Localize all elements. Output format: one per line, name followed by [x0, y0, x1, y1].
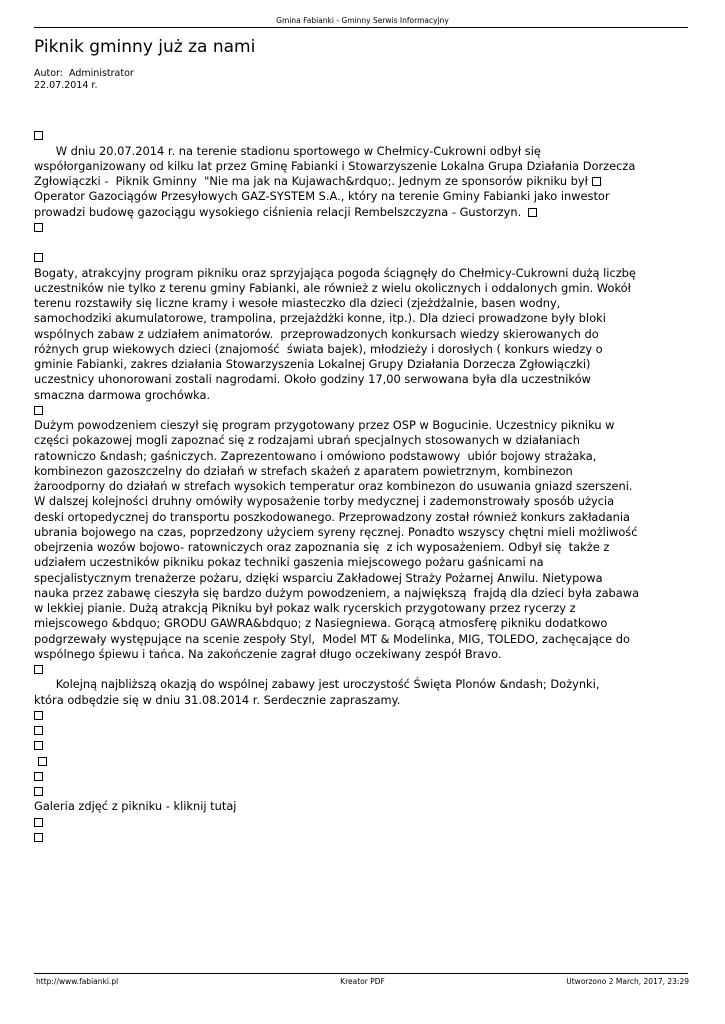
article-line [34, 250, 690, 265]
line-text: uczestników nie tylko z terenu gminy Fabianki, ale również z wielu okolicznych i oddalonych gmin. Wokół [34, 280, 631, 295]
article-line [34, 601, 690, 616]
line-text: obejrzenia wozów bojowo- ratowniczych oraz zapoznania się z ich wyposażeniem. Odbył się także z [34, 540, 610, 554]
line-text: Bogaty, atrakcyjny program pikniku oraz sprzyjająca pogoda ściągnęły do Chełmicy-Cukrowni dużą liczbę [34, 265, 636, 280]
article-line [34, 144, 690, 159]
line-text: smaczna darmowa grochówka. [34, 387, 211, 402]
article-line [34, 220, 690, 235]
article-line [34, 357, 690, 372]
article-line [34, 494, 690, 509]
article-line [34, 479, 690, 494]
line-text: Operator Gazociągów Przesyłowych GAZ-SYSTEM S.A., który na terenie Gminy Fabianki jako inwestor [34, 189, 610, 204]
line-text: gminie Fabianki, zakres działania Stowarzyszenia Lokalnej Grupy Działania Dorzecza Zgłowiączki) [34, 357, 591, 371]
article-line [34, 235, 690, 250]
article-line [34, 693, 690, 708]
article-line [34, 830, 690, 845]
article-line [34, 281, 690, 296]
article-line [34, 388, 690, 403]
article-meta [34, 68, 134, 92]
article-line [34, 647, 690, 662]
missing-glyph-icon [34, 772, 43, 781]
missing-glyph-icon [34, 711, 43, 720]
line-text: W dniu 20.07.2014 r. na terenie stadionu sportowego w Chełmicy-Cukrowni odbył się [34, 143, 541, 158]
line-text: nauka przez zabawę cieszyła się bardzo dużym powodzeniem, a największą frajdą dla dzieci była zabawa [34, 585, 640, 600]
line-text: specjalistycznym trenażerze pożaru, dzięki wsparciu Zakładowej Straży Pożarnej Anwilu. Nietypowa [34, 570, 603, 585]
line-text: wspólnego śpiewu i tańca. Na zakończenie zagrał długo oczekiwany zespół Bravo. [34, 646, 502, 661]
article-line [34, 189, 690, 204]
missing-glyph-icon [592, 177, 601, 186]
article-line [34, 449, 690, 464]
line-text: terenu rozstawiły się liczne kramy i wesołe miasteczko dla dzieci (zjeżdżalnie, basen wodny, [34, 296, 561, 310]
line-text: części pokazowej mogli zapoznać się z rodzajami ubrań specjalnych stosowanych w działaniach [34, 433, 581, 448]
article-line [34, 113, 690, 128]
missing-glyph-icon [34, 406, 43, 415]
article-line [34, 662, 690, 677]
line-text: różnych grup wiekowych dzieci (znajomość świata bajek), młodzieży i dorosłych ( konkurs wiedzy o [34, 341, 603, 356]
article-line [34, 174, 690, 189]
gallery-link[interactable]: Galeria zdjęć z pikniku - kliknij tutaj [34, 799, 237, 814]
line-text: Dużym powodzeniem cieszył się program przygotowany przez OSP w Bogucinie. Uczestnicy pikniku w [34, 418, 615, 432]
article-line [34, 723, 690, 738]
article-line [34, 205, 690, 220]
article-line [34, 738, 690, 753]
line-text: w lekkiej pianie. Dużą atrakcją Pikniku był pokaz walk rycerskich przygotowany przez rycerzy z [34, 601, 576, 615]
header-divider [34, 27, 688, 28]
article-line [34, 555, 690, 570]
article-line [34, 754, 690, 769]
line-text: podgrzewały występujące na scenie zespoły Styl, Model MT & Modelinka, MIG, TOLEDO, zachęcające do [34, 631, 630, 646]
article-line [34, 403, 690, 418]
article-line [34, 266, 690, 281]
footer-url[interactable]: http://www.fabianki.pl [36, 977, 119, 986]
line-text: wspólnych zabaw z udziałem animatorów. przeprowadzonych konkursach wiedzy skierowanych do [34, 326, 599, 341]
line-text: W dalszej kolejności druhny omówiły wyposażenie torby medycznej i zademonstrowały sposób użycia [34, 494, 615, 509]
missing-glyph-icon [38, 757, 47, 766]
article-line [34, 464, 690, 479]
article-line [34, 784, 690, 799]
line-text: uczestnicy uhonorowani zostali nagrodami. Około godziny 17,00 serwowana była dla uczestników [34, 372, 591, 387]
page-title: Piknik gminny już za nami [34, 37, 256, 57]
article-line [34, 540, 690, 555]
line-text: ratowniczo &ndash; gaśniczych. Zaprezentowano i omówiono podstawowy ubiór bojowy strażaka, [34, 448, 597, 463]
gallery-link-line[interactable] [34, 799, 690, 814]
missing-glyph-icon [34, 833, 43, 842]
article-line [34, 815, 690, 830]
missing-glyph-icon [528, 208, 537, 217]
missing-glyph-icon [34, 741, 43, 750]
article-line [34, 311, 690, 326]
missing-glyph-icon [34, 726, 43, 735]
line-text: żaroodporny do działań w strefach wysokich temperatur oraz kombinezon do usuwania gniazd szerszeni. [34, 479, 633, 493]
author-line: Autor: Administrator [34, 68, 134, 79]
line-text: kombinezon gazoszczelny do działań w strefach skażeń z aparatem powietrznym, kombinezon [34, 463, 573, 478]
line-text: udziałem uczestników pikniku pokaz techniki gaszenia miejscowego pożaru gaśnicami na [34, 555, 544, 570]
line-text: miejscowego &bdquo; GRODU GAWRA&bdquo; z Nasiegniewa. Gorącą atmosferę pikniku dodatkowo [34, 616, 608, 631]
footer-generator: Kreator PDF [340, 977, 385, 986]
missing-glyph-icon [34, 665, 43, 674]
line-text: Zgłowiączki - Piknik Gminny "Nie ma jak na Kujawach&rdquo;. Jednym ze sponsorów pikniku był [34, 174, 592, 188]
article-line [34, 418, 690, 433]
missing-glyph-icon [34, 253, 43, 262]
article-line [34, 510, 690, 525]
line-text: współorganizowany od kilku lat przez Gminę Fabianki i Stowarzyszenie Lokalna Grupa Działania Dorzecza [34, 158, 636, 173]
article-line [34, 616, 690, 631]
line-text: Kolejną najbliższą okazją do wspólnej zabawy jest uroczystość Święta Plonów &ndash; Dożynki, [34, 677, 600, 692]
article-line [34, 128, 690, 143]
footer-divider [34, 973, 688, 974]
article-line [34, 708, 690, 723]
article-line [34, 586, 690, 601]
line-text: samochodziki akumulatorowe, trampolina, przejażdżki konne, itp.). Dla dzieci prowadzone były bloki [34, 311, 606, 326]
article-line [34, 677, 690, 692]
line-text: deski ortopedycznej do transportu poszkodowanego. Przeprowadzony został również konkurs zakładania [34, 509, 630, 524]
line-text: ubrania bojowego na czas, poprzedzony użyciem syreny ręcznej. Ponadto wszyscy chętni mieli możliwość [34, 524, 638, 539]
article-line [34, 296, 690, 311]
article-line [34, 433, 690, 448]
article-line [34, 525, 690, 540]
article-line [34, 372, 690, 387]
article-line [34, 632, 690, 647]
footer-created-date: Utworzono 2 March, 2017, 23:29 [566, 977, 689, 986]
line-text: prowadzi budowę gazociągu wysokiego ciśnienia relacji Rembelszczyzna - Gustorzyn. [34, 204, 529, 219]
article-line [34, 571, 690, 586]
article-body [34, 113, 690, 845]
article-line [34, 159, 690, 174]
missing-glyph-icon [34, 131, 43, 140]
missing-glyph-icon [34, 787, 43, 796]
missing-glyph-icon [34, 818, 43, 827]
publish-date: 22.07.2014 r. [34, 80, 98, 91]
site-header-title: Gmina Fabianki - Gminny Serwis Informacyjny [276, 16, 449, 25]
missing-glyph-icon [34, 223, 43, 232]
line-text: która odbędzie się w dniu 31.08.2014 r. Serdecznie zapraszamy. [34, 692, 401, 707]
article-line [34, 327, 690, 342]
article-line [34, 342, 690, 357]
article-line [34, 769, 690, 784]
